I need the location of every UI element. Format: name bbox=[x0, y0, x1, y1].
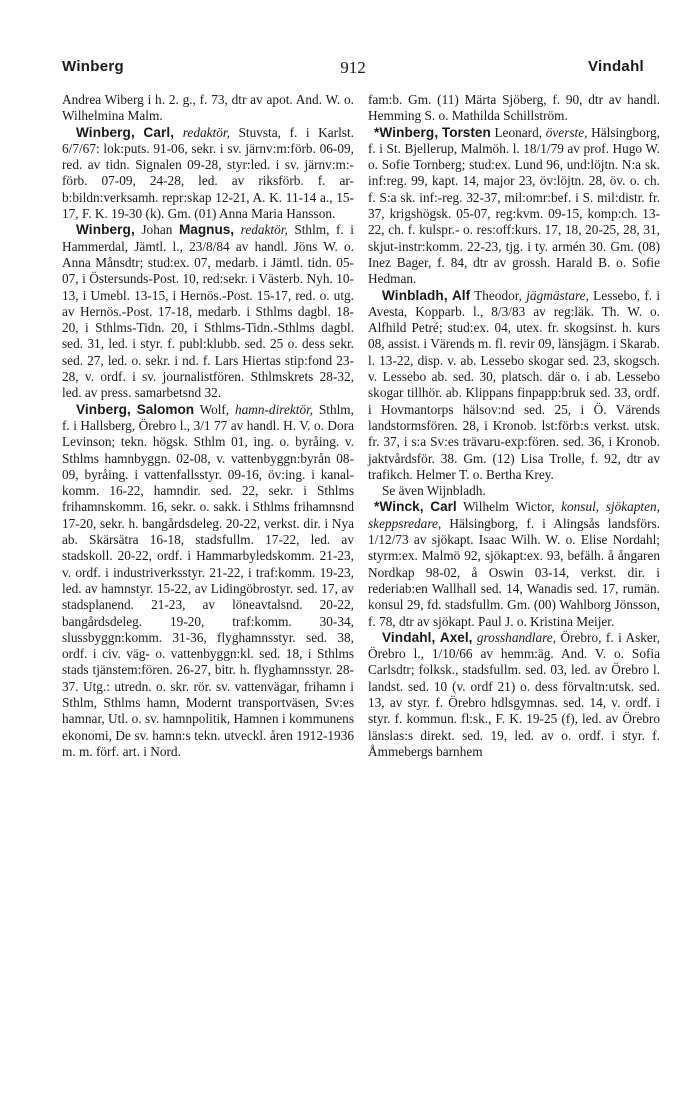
entry-vinberg-salomon: Vinberg, Salomon Wolf, hamn-direktör, Sthlm, f. i Hallsberg, Örebro l., 3/1 77 av handl. H. V. o. Dora Levinson; tekn. högsk. Sthlm 01, ing. o. byråing. v. Sthlms hamnbyggn. 02-08, v. vattenbyggn:byrån 08-09, byråing. i vattenfallsstyr. 09-16, öv:ing. i kanal-komm. 16-22, hamndir. sed. 22, sekr. i Sthlms frihamnskomm. 16, sekr. o. sakk. i Sthlms frihamnsnd 17-20, sekr. h. bangårdsdeleg. 20-22, verkst. dir. i Nya ab. Skärsätra 16-18, stadsfullm. 17-22, led. av stadskoll. 20-22, ordf. i Hammarbyledskomm. 21-23, v. ordf. i industriverksstyr. 21-22, i traf:komm. 19-23, led. av hamnstyr. 15-22, av Lidingöbrostyr. sed. 17, av stadsplanend. 21-23, av löneavtalsnd. 20-22, bangårdsdeleg. 19-20, traf:komm. 30-34, slussbyggn:komm. 31-36, flyghamnsstyr. sed. 38, ordf. i civ. väg- o. vattenbyggn:kl. sed. 18, i Sthlms stads tjänstem:fören. 26-27, bitr. h. flyghamnsstyr. 28-37. Utg.: utredn. o. skr. rör. sv. vattenvägar, frihamn i Sthlm, Sthlms hamn, Modernt transportväsen, Sv:es hamnar, Utl. o. sv. hamnpolitik, Hamnen i kommunens ekonomi, De sv. hamn:s tekn. utveckl. åren 1912-1936 m. m. förf. art. i Nord. bbox=[62, 401, 354, 759]
entry-winberg-torsten: *Winberg, Torsten Leonard, överste, Hälsingborg, f. i St. Bjellerup, Malmöh. l. 18/1/79 av prof. Hugo W. o. Sofie Tornberg; stud:ex. Lund 96, und:löjtn. N:a sk. inf:reg. 99, kapt. 14, major 23, öv:löjtn. 28, öv. o. ch. f. S:a sk. inf:-reg. 32-37, mil:omr:bef. i S. mil:distr. fr. 37, krigshögsk. 05-07, reg:kvm. 09-15, komp:ch. 13-22, ch. f. kulspr.- o. res:off:kurs. 17, 18, 20-25, 28, 31, skjut-instr:komm. 22-23, tjg. i ty. armén 30. Gm. (08) Inez Bager, f. 84, dtr av grossh. Harald B. o. Sofie Hedman. bbox=[368, 124, 660, 287]
page-header bbox=[62, 58, 644, 84]
running-head-left: Winberg bbox=[62, 58, 124, 75]
entry-occupation: jägmästare, bbox=[526, 287, 589, 303]
right-column bbox=[368, 92, 660, 760]
page-number: 912 bbox=[340, 58, 366, 77]
running-head-right: Vindahl bbox=[588, 58, 644, 75]
entry-body: Sthlm, f. i Hallsberg, Örebro l., 3/1 77 av handl. H. V. o. Dora Levinson; tekn. högsk. Sthlm 01, ing. o. byråing. v. Sthlms hamnbyggn. 02-08, v. vattenbyggn:byrån 08-09, byråing. i vattenfallsstyr. 09-16, öv:ing. i kanal-komm. 16-22, hamndir. sed. 22, sekr. i Sthlms frihamnskomm. 16, sekr. o. sakk. i Sthlms frihamnsnd 17-20, sekr. h. bangårdsdeleg. 20-22, verkst. dir. i Nya ab. Skärsätra 16-18, stadsfullm. 17-22, led. av stadskoll. 20-22, ordf. i Hammarbyledskomm. 21-23, v. ordf. i industriverksstyr. 21-22, i traf:komm. 19-23, led. av hamnstyr. 15-22, av Lidingöbrostyr. sed. 17, av stadsplanend. 21-23, av löneavtalsnd. 20-22, bangårdsdeleg. 19-20, traf:komm. 30-34, slussbyggn:komm. 31-36, flyghamnsstyr. sed. 38, ordf. i civ. väg- o. vattenbyggn:kl. sed. 18, i Sthlms stads tjänstem:fören. 26-27, bitr. h. flyghamnsstyr. 28-37. Utg.: utredn. o. skr. rör. sv. vattenvägar, frihamn i Sthlm, Sthlms hamn, Modernt transportväsen, Sv:es hamnar, Utl. o. sv. hamnpolitik, Hamnen i kommunens ekonomi, De sv. hamn:s tekn. utveckl. åren 1912-1936 m. m. förf. art. i Nord. bbox=[62, 401, 354, 759]
entry-occupation: överste, bbox=[545, 124, 588, 140]
left-column bbox=[62, 92, 354, 760]
entry-name: Winck, bbox=[379, 499, 424, 515]
entry-winck-carl: *Winck, Carl Wilhelm Wictor, konsul, sjökapten, skeppsredare, Hälsingborg, f. i Alingsås landsförs. 1/12/73 av sjökapt. Isaac Wilh. W. o. Elise Nordahl; styrm:ex. Malmö 92, sjökapt:ex. 93, befälh. å ångaren Nordkap 98-02, å Oswin 03-14, verkst. dir. i rederiab:en Wallhall sed. 14, Wanadis sed. 17, rumän. konsul 29, fd. stadsfullm. Gm. (00) Wahlborg Jönsson, f. 78, dtr av sjökapt. Paul J. o. Kristina Meijer. bbox=[368, 499, 660, 629]
see-also-reference: Se även Wijnbladh. bbox=[382, 483, 486, 499]
entry-vindahl-axel: Vindahl, Axel, grosshandlare, Örebro, f. i Asker, Örebro l., 1/10/66 av hemm:äg. And. V. o. Sofia Carlsdtr; folksk., stadsfullm. sed. 03, led. av Örebro l. landst. sed. 10 (v. ordf 21) o. dess förvaltn:utsk. sed. 13, av styr. f. Örebro hdlsgymnas. sed. 14, v. ordf. i styr. f. kommun. fl:sk., F. K. 19-25 (f), led. av Örebro länslas:s direkt. sed. 19, led. av o. ordf. i styr. f. Åmmebergs barnhem bbox=[368, 629, 661, 759]
entry-body: Stuvsta, f. i Karlst. 6/7/67: lok:puts. 91-06, sekr. i sv. järnv:m:förb. 06-09, red. av tidn. Signalen 09-28, styr:led. i sv. järnv:m:-förb. 07-09, 24-28, led. av riksförb. f. ar-b:bildn:verksamh. repr:skap 12-21, A. K. 11-14 a., 15-17, F. K. 19-30 (k). Gm. (01) Anna Maria Hansson. bbox=[62, 124, 355, 222]
entry-winberg-magnus: Winberg, Johan Magnus, redaktör, Sthlm, f. i Hammerdal, Jämtl. l., 23/8/84 av handl. Jöns W. o. Anna Månsdtr; stud:ex. 07, medarb. i Jämtl. tidn. 05-07, i Östersunds-Post. 10, red:sekr. i Västerb. Nyh. 10-13, i Umebl. 13-15, i Hernös.-Post. 15-17, red. o. utg. av Hernös.-Post. 17-18, medarb. i Sthlms dagbl. 18-20, i Sthlms-Tidn. 20, i Sthlms-Tidn.-Sthlms dagbl. sed. 31, led. i styr. f. publ:klubb. sed. 25 o. dess sekr. sed. 27, led. o. sekr. i nd. f. Lars Hiertas stip:fond 23-28, v. ordf. i sv. journalistfören. Sthlmskrets 28-32, led. av press. samarbetsnd 32. bbox=[62, 222, 354, 401]
entry-occupation: konsul, sjökapten, skeppsredare, bbox=[368, 499, 660, 531]
entry-occupation: grosshandlare, bbox=[476, 629, 557, 645]
entry-name: Winbladh, bbox=[382, 287, 448, 303]
entry-continuation: Andrea Wiberg i h. 2. g., f. 73, dtr av apot. And. W. o. Wilhelmina Malm. bbox=[62, 92, 354, 124]
entry-body: Sthlm, f. i Hammerdal, Jämtl. l., 23/8/84 av handl. Jöns W. o. Anna Månsdtr; stud:ex. 07, medarb. i Jämtl. tidn. 05-07, i Östersunds-Post. 10, red:sekr. i Västerb. Nyh. 10-13, i Umebl. 13-15, i Hernös.-Post. 15-17, red. o. utg. av Hernös.-Post. 17-18, medarb. i Sthlms dagbl. 18-20, i Sthlms-Tidn. 20, i Sthlms-Tidn.-Sthlms dagbl. sed. 31, led. i styr. f. publ:klubb. sed. 25 o. dess sekr. sed. 27, led. o. sekr. i nd. f. Lars Hiertas stip:fond 23-28, v. ordf. i sv. journalistfören. Sthlmskrets 28-32, led. av press. samarbetsnd 32. bbox=[62, 222, 354, 401]
entry-body: Lessebo, f. i Avesta, Kopparb. l., 8/3/83 av reg:läk. Th. W. o. Alfhild Petré; stud:ex. 04, utex. fr. skogsinst. h. kurs 08, assist. i Värends m. fl. revir 09, länsjägm. i Skarab. l. 13-22, disp. v. ab. Lessebo skogar sed. 23, skogsch. v. Lessebo ab. sed. 30, platsch. där o. i ab. Lessebo skogar tillhör. ab. Klippans finpapp:bruk sed. 33, ordf. i Hovmantorps hälsov:nd sed. 25, i Ö. Värends landstormsfören. 28, i Kronob. lst:förb:s verkst. utsk. fr. 37, i s:a Sv:es trävaru-exp:fören. sed. 36, i Kronob. jaktvårdsför. 38. Gm. (12) Lisa Trolle, f. 92, dtr av trafikch. Helmer T. o. Bertha Krey. bbox=[368, 287, 661, 482]
entry-name: Winberg, bbox=[379, 124, 439, 140]
entry-occupation: hamn-direktör, bbox=[234, 401, 314, 417]
entry-winbladh-alf: Winbladh, Alf Theodor, jägmästare, Lessebo, f. i Avesta, Kopparb. l., 8/3/83 av reg:läk. Th. W. o. Alfhild Petré; stud:ex. 04, utex. fr. skogsinst. h. kurs 08, assist. i Värends m. fl. revir 09, länsjägm. i Skarab. l. 13-22, disp. v. ab. Lessebo skogar sed. 23, skogsch. v. Lessebo ab. sed. 30, platsch. där o. i ab. Lessebo skogar tillhör. ab. Klippans finpapp:bruk sed. 33, ordf. i Hovmantorps hälsov:nd sed. 25, i Ö. Värends landstormsfören. 28, i Kronob. lst:förb:s verkst. utsk. fr. 37, i s:a Sv:es trävaru-exp:fören. sed. 36, i Kronob. jaktvårdsför. 38. Gm. (12) Lisa Trolle, f. 92, dtr av trafikch. Helmer T. o. Bertha Krey. bbox=[368, 287, 661, 482]
entry-body: Hälsingborg, f. i Alingsås landsförs. 1/12/73 av sjökapt. Isaac Wilh. W. o. Elise Nordahl; styrm:ex. Malmö 92, sjökapt:ex. 93, befälh. å ångaren Nordkap 98-02, å Oswin 03-14, verkst. dir. i rederiab:en Wallhall sed. 14, Wanadis sed. 17, rumän. konsul 29, fd. stadsfullm. Gm. (00) Wahlborg Jönsson, f. 78, dtr av sjökapt. Paul J. o. Kristina Meijer. bbox=[368, 515, 660, 629]
entry-name: Vinberg, bbox=[76, 401, 131, 417]
entry-name: Winberg, bbox=[76, 222, 135, 238]
entry-occupation: redaktör, bbox=[182, 124, 230, 140]
entry-occupation: redaktör, bbox=[240, 222, 288, 238]
entry-name: Vindahl, bbox=[382, 629, 436, 645]
entry-winberg-carl: Winberg, Carl, redaktör, Stuvsta, f. i Karlst. 6/7/67: lok:puts. 91-06, sekr. i sv. järnv:m:förb. 06-09, red. av tidn. Signalen 09-28, styr:led. i sv. järnv:m:-förb. 07-09, 24-28, led. av riksförb. f. ar-b:bildn:verksamh. repr:skap 12-21, A. K. 11-14 a., 15-17, F. K. 19-30 (k). Gm. (01) Anna Maria Hansson. bbox=[62, 124, 355, 222]
entry-name: Winberg, bbox=[76, 124, 135, 140]
entry-body: Hälsingborg, f. i St. Bjellerup, Malmöh. l. 18/1/79 av prof. Hugo W. o. Sofie Tornberg; stud:ex. Lund 96, und:löjtn. N:a sk. inf:reg. 99, kapt. 14, major 23, öv:löjtn. 28, öv. o. ch. f. S:a sk. inf:-reg. 32-37, mil:omr:bef. i S. mil:distr. fr. 37, krigshögsk. 05-07, reg:kvm. 09-15, komp:ch. 13-22, ch. f. kulspr.- o. res:off:kurs. 17, 18, 20-25, 28, 31, skjut-instr:komm. 22-23, tjg. i ty. armén 30. Gm. (08) Inez Bager, f. 84, dtr av grossh. Harald B. o. Sofie Hedman. bbox=[368, 124, 660, 287]
entry-continuation: fam:b. Gm. (11) Märta Sjöberg, f. 90, dtr av handl. Hemming S. o. Mathilda Schillström. bbox=[368, 92, 660, 124]
entry-body: Örebro, f. i Asker, Örebro l., 1/10/66 av hemm:äg. And. V. o. Sofia Carlsdtr; folksk., stadsfullm. sed. 03, led. av Örebro l. landst. sed. 10 (v. ordf 21) o. dess förvaltn:utsk. sed. 13, av styr. f. Örebro hdlsgymnas. sed. 14, v. ordf. i styr. f. kommun. fl:sk., F. K. 19-25 (f), led. av Örebro länslas:s direkt. sed. 19, led. av o. ordf. i styr. f. Åmmebergs barnhem bbox=[368, 629, 661, 759]
